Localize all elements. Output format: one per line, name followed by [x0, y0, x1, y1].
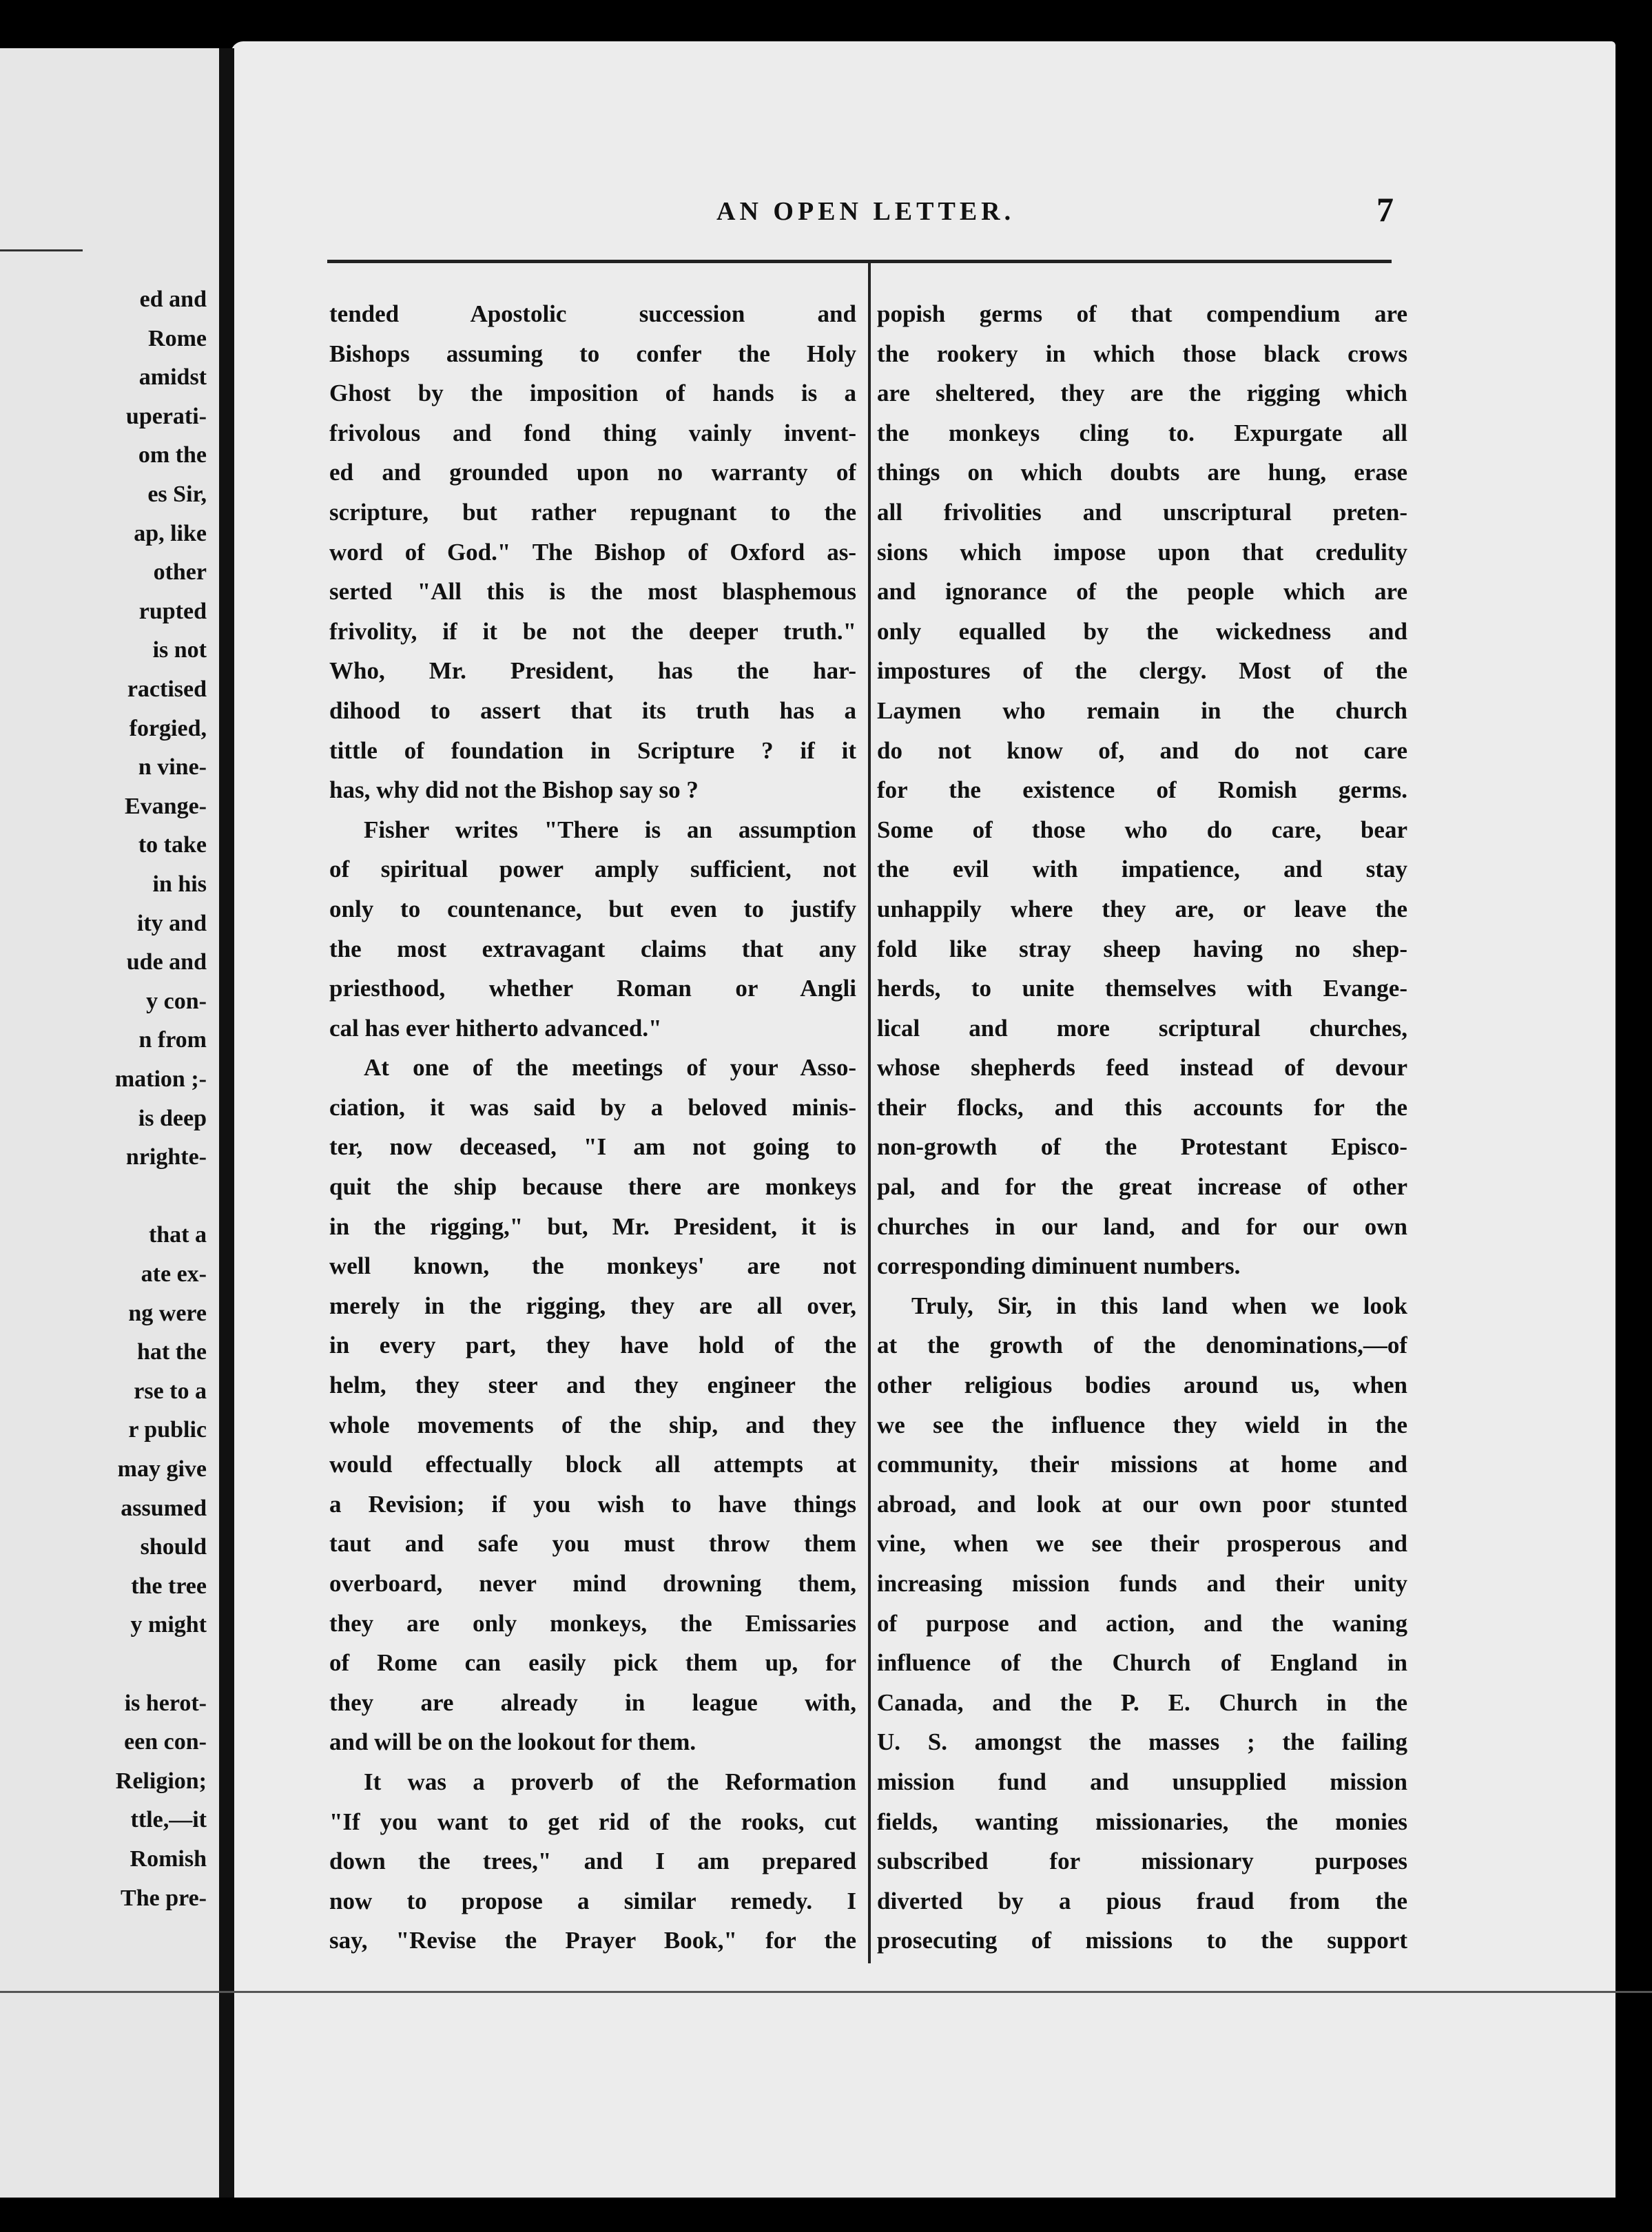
left-page-fragment: ttle,—it: [130, 1807, 207, 1833]
book-spine: [219, 48, 234, 2198]
text-line: frivolous and fond thing vainly invent-: [329, 419, 856, 446]
left-page-fragment: should: [140, 1534, 207, 1560]
text-line: prosecuting of missions to the support: [877, 1927, 1407, 1954]
text-line: has, why did not the Bishop say so ?: [329, 776, 699, 804]
left-page-fragment: to take: [138, 832, 207, 858]
text-line: are sheltered, they are the rigging which: [877, 380, 1407, 407]
left-page-fragment: [0, 1646, 207, 1683]
text-line: corresponding diminuent numbers.: [877, 1252, 1241, 1280]
left-page-fragment: ed and: [139, 287, 207, 312]
text-line: At one of the meetings of your Asso-: [364, 1054, 856, 1082]
text-line: merely in the rigging, they are all over,: [329, 1292, 856, 1319]
left-page-fragment: ap, like: [134, 520, 207, 546]
text-line: Truly, Sir, in this land when we look: [911, 1292, 1407, 1319]
text-line: and ignorance of the people which are: [877, 578, 1407, 606]
left-page-fragment: ate ex-: [141, 1261, 207, 1287]
text-line: vine, when we see their prosperous and: [877, 1530, 1407, 1558]
text-line: overboard, never mind drowning them,: [329, 1570, 856, 1597]
text-line: pal, and for the great increase of other: [877, 1173, 1407, 1201]
text-line: Laymen who remain in the church: [877, 696, 1407, 724]
text-line: serted "All this is the most blasphemous: [329, 578, 856, 606]
left-page-fragment: is deep: [138, 1105, 207, 1131]
text-line: ed and grounded upon no warranty of: [329, 459, 856, 486]
text-line: priesthood, whether Roman or Angli: [329, 975, 856, 1002]
text-line: would effectually block all attempts at: [329, 1451, 856, 1478]
text-line: herds, to unite themselves with Evange-: [877, 975, 1407, 1002]
left-page-fragment: ractised: [127, 676, 207, 702]
text-line: Bishops assuming to confer the Holy: [329, 340, 856, 367]
text-line: only to countenance, but even to justify: [329, 895, 856, 922]
left-page-fragment: uperati-: [125, 403, 207, 429]
text-line: U. S. amongst the masses ; the failing: [877, 1728, 1407, 1756]
text-line: they are already in league with,: [329, 1688, 856, 1716]
left-page-fragment: n from: [138, 1027, 207, 1053]
header-rule: [327, 260, 1392, 263]
text-line: the monkeys cling to. Expurgate all: [877, 419, 1407, 446]
left-page-fragment: nrighte-: [125, 1144, 207, 1170]
text-line: they are only monkeys, the Emissaries: [329, 1609, 856, 1637]
left-page-fragment: the tree: [131, 1573, 207, 1599]
text-line: frivolity, if it be not the deeper truth.": [329, 617, 856, 645]
left-page-fragment: amidst: [138, 364, 207, 391]
text-line: sions which impose upon that credulity: [877, 538, 1407, 566]
left-page-fragment: is herot-: [124, 1690, 207, 1716]
text-line: tended Apostolic succession and: [329, 300, 856, 327]
text-line: impostures of the clergy. Most of the: [877, 657, 1407, 685]
left-page-fragment: Romish: [130, 1846, 207, 1872]
text-line: It was a proverb of the Reformation: [364, 1768, 856, 1795]
text-line: the rookery in which those black crows: [877, 340, 1407, 367]
text-line: popish germs of that compendium are: [877, 300, 1407, 327]
left-page-fragment: om the: [138, 442, 207, 468]
text-line: taut and safe you must throw them: [329, 1530, 856, 1558]
text-line: their flocks, and this accounts for the: [877, 1093, 1407, 1121]
text-line: in the rigging," but, Mr. President, it is: [329, 1212, 856, 1240]
text-line: fields, wanting missionaries, the monies: [877, 1808, 1407, 1835]
left-page-fragment: Religion;: [115, 1768, 207, 1794]
left-page-fragment: is not: [152, 637, 207, 663]
text-line: increasing mission funds and their unity: [877, 1570, 1407, 1597]
left-column: [329, 294, 856, 1961]
left-page-fragment: rupted: [138, 598, 207, 624]
text-line: all frivolities and unscriptural preten-: [877, 498, 1407, 526]
text-line: lical and more scriptural churches,: [877, 1014, 1407, 1042]
text-line: the evil with impatience, and stay: [877, 856, 1407, 883]
text-line: of purpose and action, and the waning: [877, 1609, 1407, 1637]
text-line: Fisher writes "There is an assumption: [364, 816, 856, 843]
text-line: diverted by a pious fraud from the: [877, 1887, 1407, 1914]
text-line: only equalled by the wickedness and: [877, 617, 1407, 645]
left-page-fragment: ng were: [128, 1300, 207, 1326]
column-divider: [868, 262, 871, 1963]
left-page-fragment: Evange-: [125, 793, 207, 819]
right-column: [877, 294, 1407, 1961]
text-line: in every part, they have hold of the: [329, 1332, 856, 1359]
left-page-fragment: assumed: [121, 1495, 207, 1521]
text-line: cal has ever hitherto advanced.": [329, 1014, 662, 1042]
left-page-fragment: n vine-: [138, 754, 207, 781]
text-line: quit the ship because there are monkeys: [329, 1173, 856, 1201]
text-line: do not know of, and do not care: [877, 736, 1407, 764]
left-page-fragment: Rome: [148, 325, 207, 351]
text-line: "If you want to get rid of the rooks, cut: [329, 1808, 856, 1835]
text-line: whole movements of the ship, and they: [329, 1411, 856, 1438]
text-line: tittle of foundation in Scripture ? if it: [329, 736, 856, 764]
left-page-fragment: that a: [148, 1222, 207, 1248]
text-line: we see the influence they wield in the: [877, 1411, 1407, 1438]
left-page-fragment: y might: [130, 1612, 207, 1638]
text-line: non-growth of the Protestant Episco-: [877, 1133, 1407, 1161]
text-line: say, "Revise the Prayer Book," for the: [329, 1927, 856, 1954]
text-line: subscribed for missionary purposes: [877, 1848, 1407, 1875]
left-page-rule: [0, 249, 83, 251]
left-page-fragment: ity and: [136, 910, 207, 936]
text-line: Some of those who do care, bear: [877, 816, 1407, 843]
left-page-fragment: in his: [152, 871, 207, 897]
left-page-fragment: rse to a: [134, 1378, 207, 1404]
text-line: fold like stray sheep having no shep-: [877, 935, 1407, 962]
text-line: now to propose a similar remedy. I: [329, 1887, 856, 1914]
left-page-fragment: [0, 1178, 207, 1215]
left-page-fragment: may give: [117, 1456, 207, 1482]
text-line: ter, now deceased, "I am not going to: [329, 1133, 856, 1161]
text-line: the most extravagant claims that any: [329, 935, 856, 962]
left-page-fragment: hat the: [136, 1339, 207, 1365]
text-line: ciation, it was said by a beloved minis-: [329, 1093, 856, 1121]
text-line: well known, the monkeys' are not: [329, 1252, 856, 1280]
text-line: word of God." The Bishop of Oxford as-: [329, 538, 856, 566]
left-page-fragment: other: [153, 559, 207, 586]
text-line: for the existence of Romish germs.: [877, 776, 1407, 804]
left-page-fragment: The pre-: [121, 1885, 207, 1911]
text-line: influence of the Church of England in: [877, 1649, 1407, 1677]
text-line: and will be on the lookout for them.: [329, 1728, 696, 1756]
text-line: churches in our land, and for our own: [877, 1212, 1407, 1240]
page-number: 7: [1376, 190, 1394, 229]
text-line: scripture, but rather repugnant to the: [329, 498, 856, 526]
text-line: other religious bodies around us, when: [877, 1372, 1407, 1399]
text-line: unhappily where they are, or leave the: [877, 895, 1407, 922]
left-page-fragment: y con-: [146, 988, 207, 1014]
text-line: of Rome can easily pick them up, for: [329, 1649, 856, 1677]
running-head: AN OPEN LETTER.: [716, 197, 1015, 226]
text-line: community, their missions at home and: [877, 1451, 1407, 1478]
text-line: whose shepherds feed instead of devour: [877, 1054, 1407, 1082]
text-line: a Revision; if you wish to have things: [329, 1490, 856, 1518]
left-page-fragment: een con-: [124, 1729, 207, 1755]
text-line: dihood to assert that its truth has a: [329, 696, 856, 724]
left-page-fragment: r public: [128, 1417, 207, 1443]
bottom-rule: [0, 1991, 1652, 1993]
text-line: Canada, and the P. E. Church in the: [877, 1688, 1407, 1716]
text-line: helm, they steer and they engineer the: [329, 1372, 856, 1399]
text-line: at the growth of the denominations,—of: [877, 1332, 1407, 1359]
text-line: Who, Mr. President, has the har-: [329, 657, 856, 685]
left-page-fragment: mation ;-: [114, 1066, 207, 1092]
left-page-fragment: ude and: [126, 949, 207, 975]
text-line: abroad, and look at our own poor stunted: [877, 1490, 1407, 1518]
text-line: mission fund and unsupplied mission: [877, 1768, 1407, 1795]
text-line: things on which doubts are hung, erase: [877, 459, 1407, 486]
left-page-fragment: forgied,: [129, 715, 207, 741]
text-line: of spiritual power amply sufficient, not: [329, 856, 856, 883]
text-line: down the trees," and I am prepared: [329, 1848, 856, 1875]
left-page-fragment: es Sir,: [147, 482, 207, 507]
text-line: Ghost by the imposition of hands is a: [329, 380, 856, 407]
